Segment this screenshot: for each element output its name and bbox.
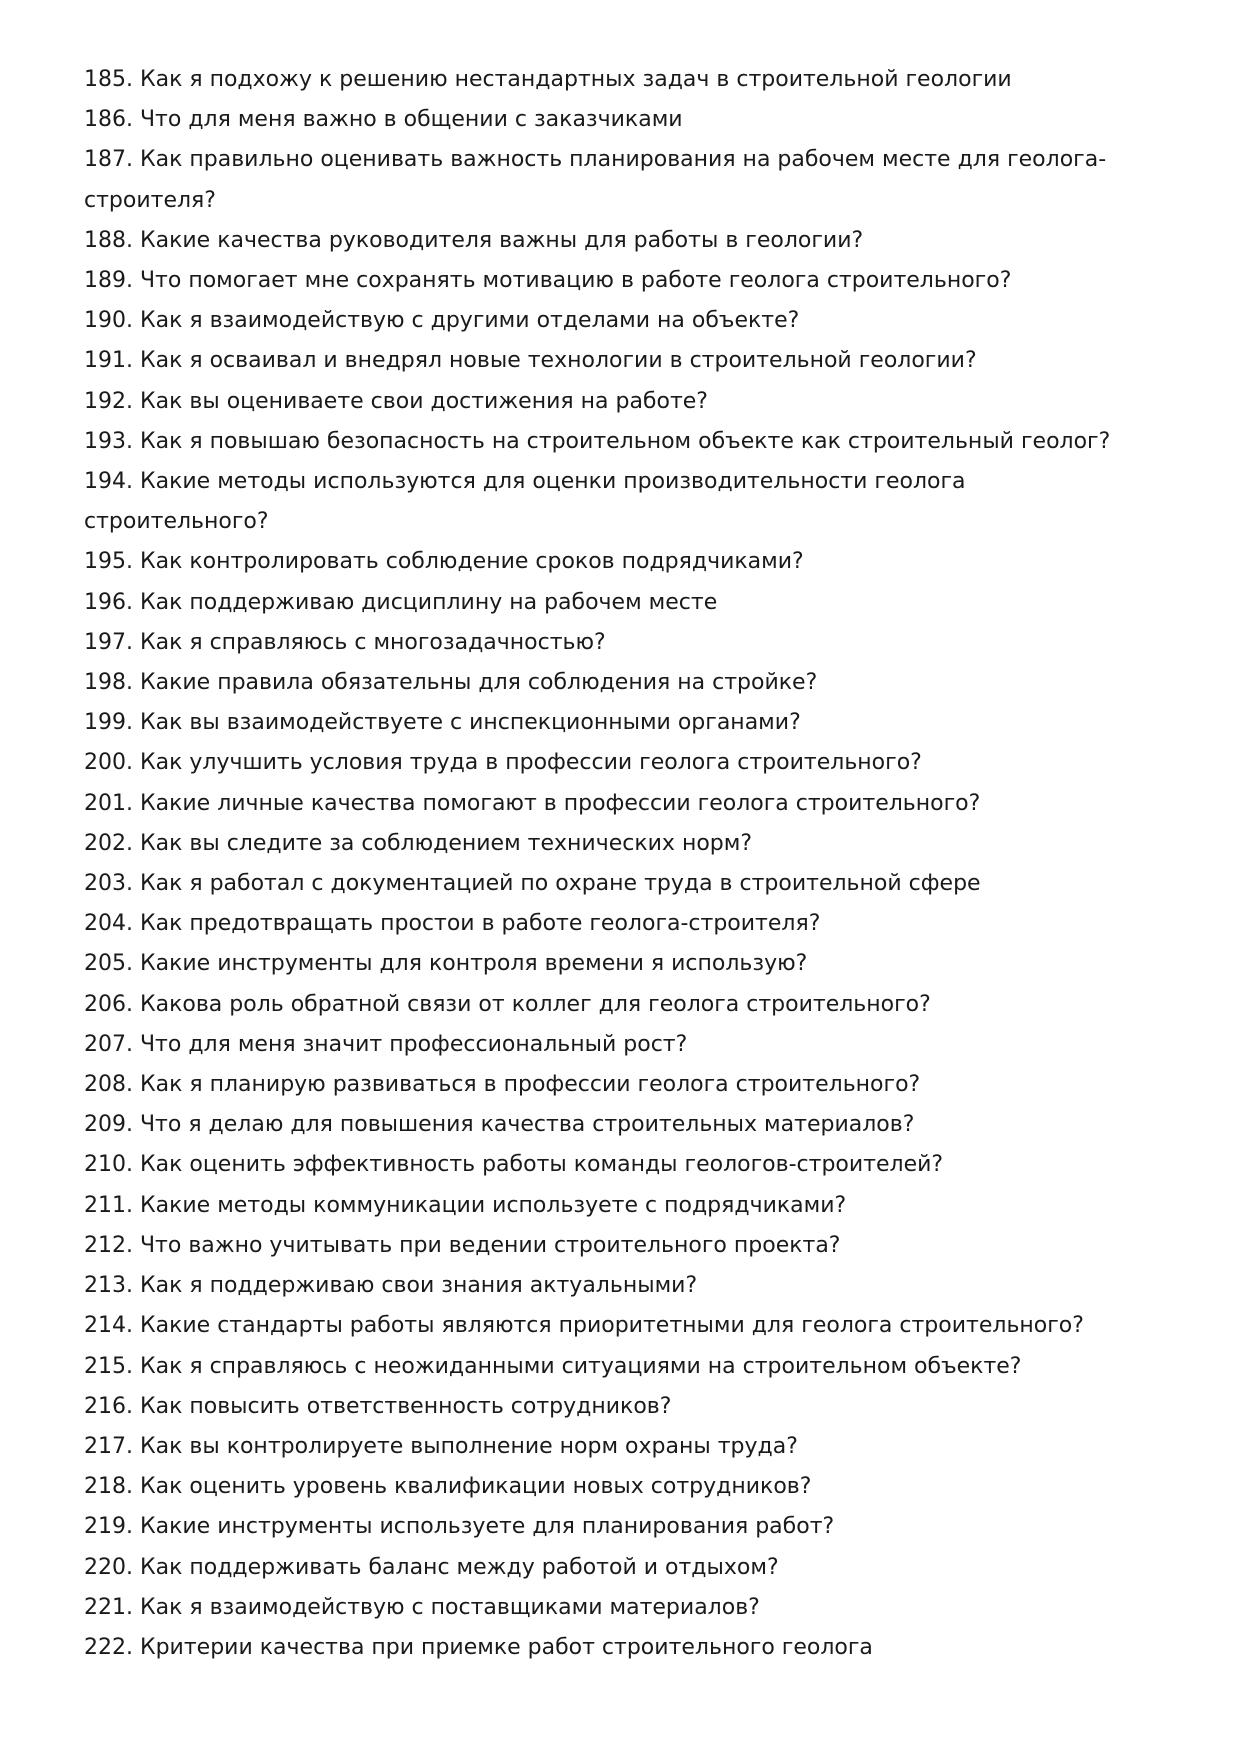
list-item: 213. Как я поддерживаю свои знания актуальными?: [84, 1273, 698, 1299]
list-item: 194. Какие методы используются для оценки производительности геолога строительного?: [84, 469, 966, 535]
list-item: 206. Какова роль обратной связи от коллег для геолога строительного?: [84, 991, 931, 1017]
list-item: 203. Как я работал с документацией по охране труда в строительной сфере: [84, 871, 981, 897]
list-item: 187. Как правильно оценивать важность планирования на рабочем месте для геолога-строителя?: [84, 147, 1107, 213]
list-item: 209. Что я делаю для повышения качества строительных материалов?: [84, 1112, 915, 1138]
list-item: 210. Как оценить эффективность работы команды геологов-строителей?: [84, 1152, 944, 1178]
list-item: 221. Как я взаимодействую с поставщиками материалов?: [84, 1594, 760, 1620]
list-item: 208. Как я планирую развиваться в профессии геолога строительного?: [84, 1072, 921, 1098]
list-item: 198. Какие правила обязательны для соблюдения на стройке?: [84, 670, 818, 696]
list-item: 215. Как я справляюсь с неожиданными ситуациями на строительном объекте?: [84, 1353, 1022, 1379]
list-item: 185. Как я подхожу к решению нестандартных задач в строительной геологии: [84, 67, 1012, 92]
list-item: 222. Критерии качества при приемке работ строительного геолога: [84, 1634, 873, 1660]
list-item: 200. Как улучшить условия труда в профессии геолога строительного?: [84, 750, 922, 776]
list-item: 218. Как оценить уровень квалификации новых сотрудников?: [84, 1474, 812, 1500]
list-item: 199. Как вы взаимодействуете с инспекционными органами?: [84, 710, 801, 736]
question-list: [84, 60, 1154, 1668]
list-item: 216. Как повысить ответственность сотрудников?: [84, 1393, 672, 1419]
list-item: 202. Как вы следите за соблюдением технических норм?: [84, 830, 753, 856]
list-item: 192. Как вы оцениваете свои достижения на работе?: [84, 388, 708, 414]
list-item: 201. Какие личные качества помогают в профессии геолога строительного?: [84, 790, 981, 816]
list-item: 220. Как поддерживать баланс между работой и отдыхом?: [84, 1554, 779, 1580]
list-item: 189. Что помогает мне сохранять мотивацию в работе геолога строительного?: [84, 268, 1012, 294]
list-item: 212. Что важно учитывать при ведении строительного проекта?: [84, 1232, 841, 1258]
list-item: 191. Как я осваивал и внедрял новые технологии в строительной геологии?: [84, 348, 977, 374]
list-item: 196. Как поддерживаю дисциплину на рабочем месте: [84, 589, 718, 615]
list-item: 193. Как я повышаю безопасность на строительном объекте как строительный геолог?: [84, 428, 1111, 454]
list-item: 204. Как предотвращать простои в работе геолога-строителя?: [84, 911, 821, 937]
list-item: 197. Как я справляюсь с многозадачностью?: [84, 629, 606, 655]
list-item: 195. Как контролировать соблюдение сроков подрядчиками?: [84, 549, 804, 575]
list-item: 217. Как вы контролируете выполнение норм охраны труда?: [84, 1433, 798, 1459]
list-item: 207. Что для меня значит профессиональный рост?: [84, 1031, 688, 1057]
list-item: 186. Что для меня важно в общении с заказчиками: [84, 107, 683, 133]
list-item: 219. Какие инструменты используете для планирования работ?: [84, 1514, 835, 1540]
list-item: 205. Какие инструменты для контроля времени я использую?: [84, 951, 808, 977]
list-item: 188. Какие качества руководителя важны для работы в геологии?: [84, 227, 864, 253]
list-item: 190. Как я взаимодействую с другими отделами на объекте?: [84, 308, 800, 334]
list-item: 211. Какие методы коммуникации используете с подрядчиками?: [84, 1192, 847, 1218]
list-item: 214. Какие стандарты работы являются приоритетными для геолога строительного?: [84, 1313, 1084, 1339]
